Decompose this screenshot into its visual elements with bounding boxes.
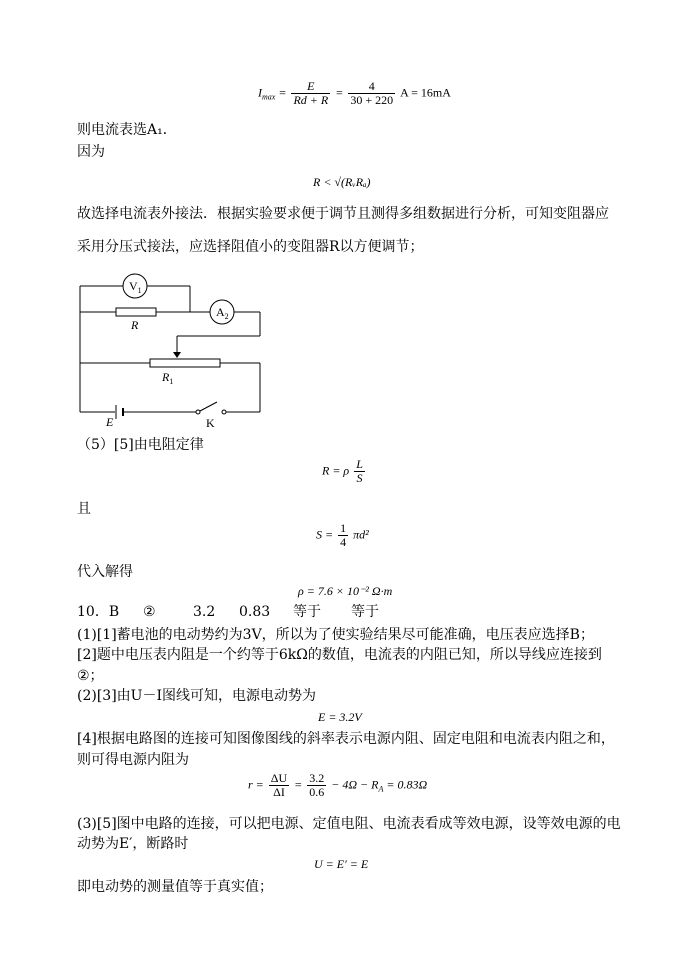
answer-line: 10．B ② 3.2 0.83 等于 等于 (77, 604, 379, 620)
text-q3-3: 即电动势的测量值等于真实值； (77, 879, 273, 895)
resistor-r-label: R (131, 318, 139, 332)
equation-resistance: R = ρ $\frac{L}{S}$ (322, 457, 363, 485)
switch-label: K (206, 416, 215, 430)
text-substitute: 代入解得 (77, 564, 133, 580)
text-part-5: （5）[5]由电阻定律 (77, 437, 204, 453)
text-q3-1: (3)[5]图中电路的连接，可以把电源、定值电阻、电流表看成等效电源，设等效电源的电 (77, 816, 621, 832)
text-ammeter-choice: 则电流表选A₁． (77, 122, 177, 138)
text-and: 且 (77, 501, 91, 517)
text-q3-2: 动势为E′，断路时 (77, 836, 189, 852)
resistor-r (116, 308, 156, 316)
text-q1-3: ②； (77, 668, 104, 684)
equation-open-circuit: U = E′ = E (314, 857, 369, 871)
rheostat-r1 (150, 359, 220, 367)
text-q2-3: 则可得电源内阻为 (77, 752, 189, 768)
text-q2-1: (2)[3]由U－I图线可知，电源电动势为 (77, 688, 316, 704)
switch-symbol (200, 402, 217, 411)
circuit-diagram (70, 266, 270, 432)
equation-imax: $I_{max}$ = $\frac{E}{Rd + R}$ = $\frac{4}{30 + 220}$ A = 16mA (258, 79, 451, 107)
equation-rho: ρ = 7.6 × 10⁻² Ω·m (298, 584, 393, 598)
equation-area: S = $\frac{1}{4}$ πd² (316, 521, 369, 549)
text-q1-1: (1)[1]蓄电池的电动势约为3V，所以为了使实验结果尽可能准确，电压表应选择B； (77, 627, 594, 643)
text-method-1: 故选择电流表外接法．根据实验要求便于调节且测得多组数据进行分析，可知变阻器应 (77, 206, 609, 222)
slider-arrow-icon (173, 352, 181, 358)
text-q1-2: [2]题中电压表内阻是一个约等于6kΩ的数值，电流表的内阻已知，所以导线应连接到 (77, 647, 602, 663)
equation-r-compare: R < √(RᵥRₐ) (313, 175, 371, 189)
ammeter-label: $A_2$ (216, 305, 229, 321)
battery-label: E (106, 415, 114, 429)
equation-internal-resistance: r = $\frac{\Delta U}{\Delta I}$ = $\frac{3.2}{0.6}$ − $4\Omega - R_A = 0.83\Omega$ (248, 771, 428, 799)
text-because: 因为 (77, 144, 105, 160)
text-method-2: 采用分压式接法，应选择阻值小的变阻器R以方便调节； (77, 239, 424, 255)
text-q2-2: [4]根据电路图的连接可知图像图线的斜率表示电源内阻、固定电阻和电流表内阻之和， (77, 731, 615, 747)
rheostat-r1-label: $R_1$ (162, 370, 174, 386)
voltmeter-label: $V_1$ (129, 279, 142, 295)
equation-emf: E = 3.2V (318, 710, 362, 724)
